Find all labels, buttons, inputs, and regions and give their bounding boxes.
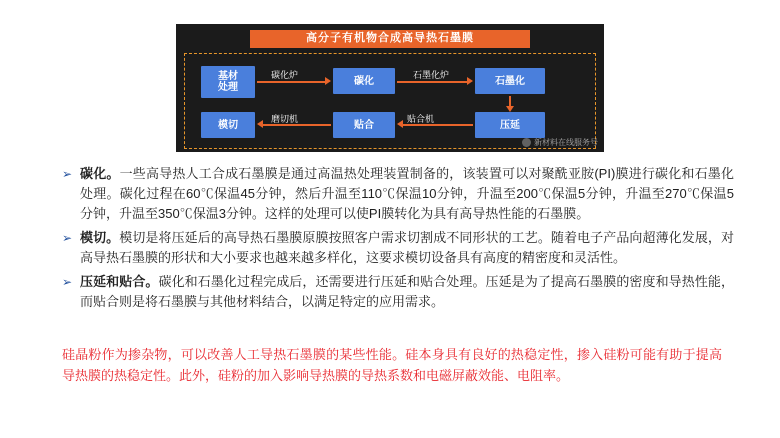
watermark: [522, 137, 598, 148]
bullet-text: 碳化和石墨化过程完成后，还需要进行压延和贴合处理。压延是为了提高石墨膜的密度和导热性能，而贴合则是将石墨膜与其他材料结合，以满足特定的应用需求。: [80, 274, 734, 309]
watermark-text: 新材料在线服务号: [534, 138, 598, 147]
arrowhead-carbonization-to-graphitization: [467, 77, 473, 85]
diagram-dashed-frame: [184, 53, 596, 149]
process-flow-diagram: [176, 24, 604, 152]
arrow-base-to-carbonization: [257, 81, 325, 83]
node-base-treatment-line1: 基材: [218, 71, 238, 82]
node-die-cutting: 模切: [201, 112, 255, 138]
watermark-logo-icon: [522, 138, 531, 147]
node-carbonization: 碳化: [333, 68, 395, 94]
bullet-marker-icon: ➢: [62, 231, 73, 245]
body-content: [62, 164, 734, 316]
highlight-note: 硅晶粉作为掺杂物，可以改善人工导热石墨膜的某些性能。硅本身具有良好的热稳定性，掺入硅粉可能有助于提高导热膜的热稳定性。此外，硅粉的加入影响导热膜的导热系数和电磁屏蔽效能、电阻率。: [62, 347, 722, 383]
diagram-title: 高分子有机物合成高导热石墨膜: [250, 30, 530, 48]
bullet-marker-icon: ➢: [62, 275, 73, 289]
arrow-calendering-to-laminating: [403, 124, 473, 126]
bullet-item: [62, 164, 734, 224]
node-calendering: 压延: [475, 112, 545, 138]
arrowhead-laminating-to-die-cutting: [257, 120, 263, 128]
bullet-item: [62, 272, 734, 312]
arrowhead-base-to-carbonization: [325, 77, 331, 85]
arrowhead-graphitization-to-calendering: [506, 106, 514, 112]
arrow-carbonization-to-graphitization: [397, 81, 467, 83]
arrow-laminating-to-die-cutting: [263, 124, 331, 126]
bullet-title: 碳化。: [80, 166, 120, 181]
arrowhead-calendering-to-laminating: [397, 120, 403, 128]
bullet-item: [62, 228, 734, 268]
bullet-text: 模切是将压延后的高导热石墨膜原膜按照客户需求切割成不同形状的工艺。随着电子产品向超薄化发展，对高导热石墨膜的形状和大小要求也越来越多样化，这要求模切设备具有高度的精密度和灵活性。: [80, 230, 734, 265]
label-carbonization-furnace: 碳化炉: [271, 70, 299, 80]
label-grinding-machine: 磨切机: [271, 114, 299, 124]
node-base-treatment-line2: 处理: [218, 82, 238, 93]
node-base-treatment: [201, 66, 255, 98]
label-graphitization-furnace: 石墨化炉: [413, 70, 450, 80]
bullet-text: 一些高导热人工合成石墨膜是通过高温热处理装置制备的，该装置可以对聚酰亚胺(PI)膜进行碳化和石墨化处理。碳化过程在60℃保温45分钟，然后升温至110℃保温10分钟，升温至200℃保温5分钟，升温至270℃保温5分钟，升温至350℃保温3分钟。这样的处理可以使PI膜转化为具有高导热性能的石墨膜。: [80, 166, 734, 221]
bullet-title: 压延和贴合。: [80, 274, 159, 289]
node-laminating: 贴合: [333, 112, 395, 138]
bullet-marker-icon: ➢: [62, 167, 73, 181]
label-laminating-machine: 贴合机: [407, 114, 435, 124]
bullet-title: 模切。: [80, 230, 120, 245]
node-graphitization: 石墨化: [475, 68, 545, 94]
